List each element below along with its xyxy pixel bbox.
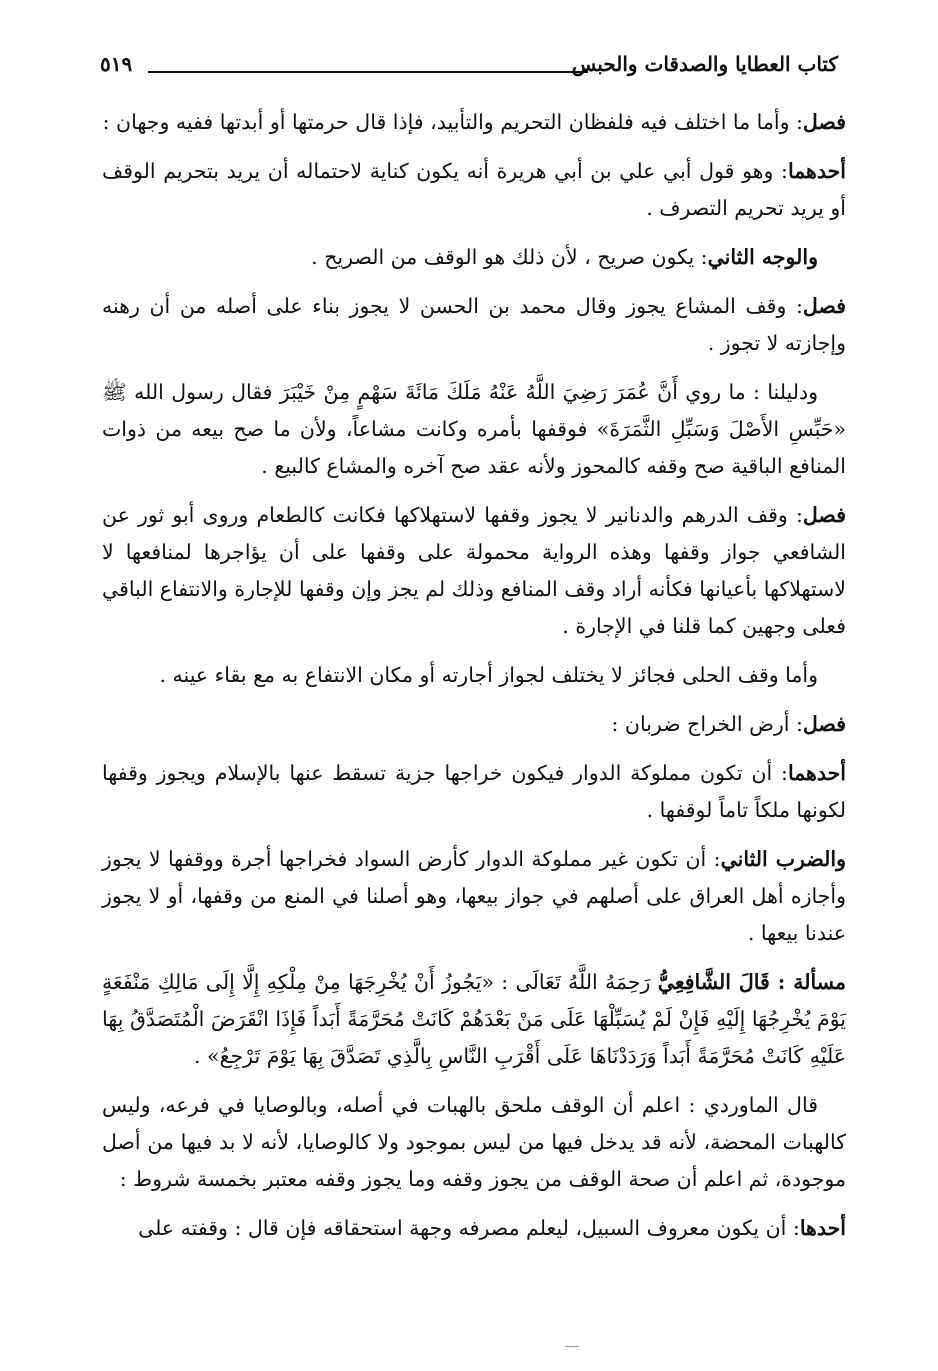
- paragraph-10: [102, 841, 846, 952]
- paragraph-lead: أحدهما: [787, 761, 846, 785]
- paragraph-lead: فصل: [802, 503, 846, 527]
- paragraph-7: [102, 657, 846, 694]
- paragraph-text: : وقف المشاع يجوز وقال محمد بن الحسن لا يجوز بناء على أصله من أن رهنه وإجازته لا تجوز .: [102, 294, 846, 355]
- paragraph-lead: فصل: [802, 712, 846, 736]
- page-header: [100, 52, 838, 82]
- paragraph-text: : وهو قول أبي علي بن أبي هريرة أنه يكون كناية لاحتماله أن يريد بتحريم الوقف أو يريد تحريم التصرف .: [102, 159, 846, 220]
- paragraph-lead: فصل: [802, 110, 846, 134]
- paragraph-4: [102, 288, 846, 362]
- paragraph-text: : أن يكون معروف السبيل، ليعلم مصرفه وجهة استحقاقه فإن قال : وقفته على: [138, 1216, 800, 1240]
- paragraph-text: : أن تكون مملوكة الدوار فيكون خراجها جزية تسقط عنها بالإسلام ويجوز وقفها لكونها ملكاً تاماً لوقفها .: [102, 761, 846, 822]
- paragraph-lead: فصل: [802, 294, 846, 318]
- running-title: كتاب العطايا والصدقات والحبس: [571, 52, 838, 76]
- page-number: ٥١٩: [100, 52, 133, 76]
- paragraph-2: [102, 153, 846, 227]
- header-rule: [148, 71, 588, 73]
- paragraph-text: : وقف الدرهم والدنانير لا يجوز وقفها لاستهلاكها فكانت كالطعام وروى أبو ثور عن الشافعي جواز وقفها وهذه الرواية محمولة على وقفها على أن يؤاجرها لمنافعها لا لاستهلاكها بأعيانها فكأنه أراد وقف المنافع وذلك لم يجز وإن وقفها للإجارة والانتفاع الباقي فعلى وجهين كما قلنا في الإجارة .: [102, 503, 846, 638]
- paragraph-text: : يكون صريح ، لأن ذلك هو الوقف من الصريح .: [311, 245, 708, 269]
- paragraph-12: [102, 1087, 846, 1198]
- paragraph-text: : وأما ما اختلف فيه فلفظان التحريم والتأبيد، فإذا قال حرمتها أو أبدتها ففيه وجهان :: [102, 110, 803, 134]
- body-text: [102, 104, 846, 1259]
- paragraph-6: [102, 497, 846, 645]
- paragraph-text: : أرض الخراج ضربان :: [611, 712, 803, 736]
- paragraph-lead: أحدهما: [787, 159, 846, 183]
- paragraph-text: رَحِمَهُ اللَّهُ تَعَالَى : «يَجُوزُ أَنْ يُخْرِجَهَا مِنْ مِلْكِهِ إِلَّا إِلَى مَالِكِ مَنْفَعَةٍ يَوْمَ يُخْرِجُهَا إِلَيْهِ فَإِنْ لَمْ يُسَبِّلْهَا عَلَى مَنْ بَعْدَهُمْ كَانَتْ مُحَرَّمَةً أَبَداً فَإِذَا انْقَرَضَ الْمُتَصَدَّقُ بِهَا عَلَيْهِ كَانَتْ مُحَرَّمَةً أَبَداً وَرَدَدْنَاهَا عَلَى أَقْرَبِ النَّاسِ بِالَّذِي تَصَدَّقَ بِهَا يَوْمَ تَرْجِعُ» .: [102, 970, 846, 1068]
- footer-mark: [565, 1346, 579, 1347]
- paragraph-text: ودليلنا : ما روي أَنَّ عُمَرَ رَضِيَ اللَّهُ عَنْهُ مَلَكَ مَائَةَ سَهْمٍ مِنْ خَيْبَرَ فقال رسول الله ﷺ «حَبِّسِ الأَصْلَ وَسَبِّلِ الثَّمَرَةَ» فوقفها بأمره وكانت مشاعاً، ولأن ما صح بيعه من ذوات المنافع الباقية صح وقفه كالمحوز ولأنه عقد صح آخره والمشاع كالبيع .: [102, 380, 846, 478]
- paragraph-text: : أن تكون غير مملوكة الدوار كأرض السواد فخراجها أجرة ووقفها لا يجوز وأجازه أهل العراق على أصلهم في جواز بيعها، وهو أصلنا في المنع من وقفها، أو لا يجوز عندنا بيعها .: [102, 847, 846, 945]
- paragraph-lead: أحدها: [799, 1216, 846, 1240]
- paragraph-lead: والوجه الثاني: [707, 245, 818, 269]
- paragraph-13: [102, 1210, 846, 1247]
- paragraph-3: [102, 239, 846, 276]
- paragraph-5: [102, 374, 846, 485]
- paragraph-lead: والضرب الثاني: [720, 847, 846, 871]
- paragraph-11: [102, 964, 846, 1075]
- paragraph-lead: مسألة : قَالَ الشَّافِعِيُّ: [657, 970, 847, 994]
- paragraph-9: [102, 755, 846, 829]
- paragraph-text: وأما وقف الحلى فجائز لا يختلف لجواز أجارته أو مكان الانتفاع به مع بقاء عينه .: [159, 663, 818, 687]
- paragraph-text: قال الماوردي : اعلم أن الوقف ملحق بالهبات في أصله، وبالوصايا في فرعه، وليس كالهبات المحضة، لأنه قد يدخل فيها من ليس بموجود ولا كالوصايا، لأنه لا بد فيها من أصل موجودة، ثم اعلم أن صحة الوقف من يجوز وقفه وما يجوز وقفه معتبر بخمسة شروط :: [102, 1093, 846, 1191]
- paragraph-8: [102, 706, 846, 743]
- paragraph-1: [102, 104, 846, 141]
